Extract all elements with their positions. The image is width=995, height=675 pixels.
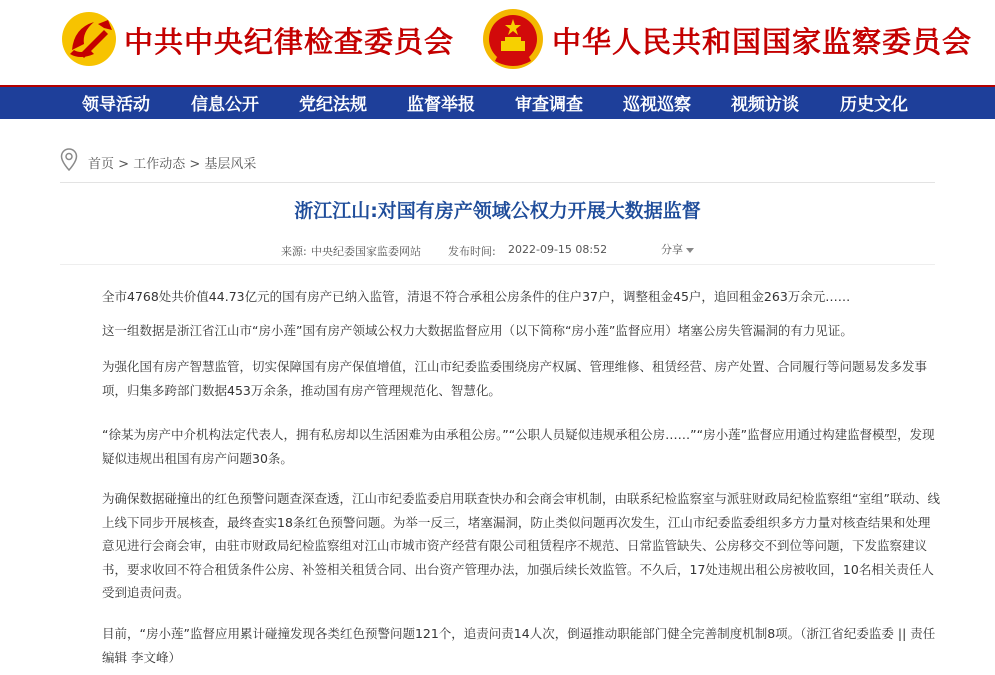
article-paragraph: 为确保数据碰撞出的红色预警问题查深查透，江山市纪委监委启用联查快办和会商会审机制，由联系纪检监察室与派驻财政局纪检监察组“室组”联动、线上线下同步开展核查，最终查实18条红色预警问题。为举一反三，堵塞漏洞，防止类似问题再次发生，江山市纪委监委组织多方力量对核查结果和处理意见进行会商会审，由驻市财政局纪检监察组对江山市城市资产经营有限公司租赁程序不规范、日常监管缺失、公房移交不到位等问题，下发监察建议书，要求收回不符合租赁条件公房、补签相关租赁合同、出台资产管理办法，加强后续长效监管。不久后，17处违规出租公房被收回，10名相关责任人受到追责问责。 <box>102 491 940 600</box>
nav-item-video[interactable]: 视频访谈 <box>731 95 799 115</box>
share-label: 分享 <box>661 243 683 256</box>
nav-item-investigation[interactable]: 审查调查 <box>515 95 583 115</box>
breadcrumb-subsection[interactable]: 基层风采 <box>204 157 257 172</box>
publish-time-label: 发布时间: <box>448 245 496 258</box>
location-pin-icon <box>60 148 78 172</box>
breadcrumb-divider <box>60 182 935 183</box>
site-header <box>0 0 995 85</box>
nav-item-regulations[interactable]: 党纪法规 <box>299 95 367 115</box>
nav-item-report[interactable]: 监督举报 <box>407 95 475 115</box>
breadcrumb-separator: > <box>185 157 205 172</box>
nav-item-inspection[interactable]: 巡视巡察 <box>623 95 691 115</box>
article-paragraph: 全市4768处共价值44.73亿元的国有房产已纳入监管，清退不符合承租公房条件的住户37户，调整租金45户，追回租金263万余元…… <box>102 289 851 304</box>
article-paragraph: 为强化国有房产智慧监管，切实保障国有房产保值增值，江山市纪委监委围绕房产权属、管理维修、租赁经营、房产处置、合同履行等问题易发多发事项，归集多跨部门数据453万余条，推动国有房产管理规范化、智慧化。 <box>102 359 928 398</box>
caret-down-icon <box>686 248 694 253</box>
source-value: 中央纪委国家监委网站 <box>311 245 421 258</box>
national-emblem-icon <box>481 7 545 73</box>
article-paragraph: “徐某为房产中介机构法定代表人，拥有私房却以生活困难为由承租公房。”“公职人员疑似违规承租公房……”“房小莲”监督应用通过构建监督模型，发现疑似违规出租国有房产问题30条。 <box>102 427 935 466</box>
nav-item-info-disclosure[interactable]: 信息公开 <box>191 95 259 115</box>
article-paragraph: 目前，“房小莲”监督应用累计碰撞发现各类红色预警问题121个，追责问责14人次，倒逼推动职能部门健全完善制度机制8项。（浙江省纪委监委 || 责任编辑 李文峰） <box>102 626 936 665</box>
party-emblem-icon <box>60 10 118 68</box>
breadcrumb-section[interactable]: 工作动态 <box>133 157 186 172</box>
breadcrumb-home[interactable]: 首页 <box>88 157 115 172</box>
nsc-title: 中华人民共和国国家监察委员会 <box>552 25 973 59</box>
article-paragraph: 这一组数据是浙江省江山市“房小莲”国有房产领域公权力大数据监督应用（以下简称“房小莲”监督应用）堵塞公房失管漏洞的有力见证。 <box>102 323 853 338</box>
meta-divider <box>60 264 935 265</box>
breadcrumb-separator: > <box>114 157 134 172</box>
cpc-ccdi-title: 中共中央纪律检查委员会 <box>124 25 455 59</box>
nav-item-history[interactable]: 历史文化 <box>840 95 908 115</box>
share-button[interactable] <box>661 241 694 257</box>
publish-time-value: 2022-09-15 08:52 <box>508 243 608 256</box>
nav-item-leadership[interactable]: 领导活动 <box>82 95 150 115</box>
source-label: 来源: <box>281 245 307 258</box>
article-title: 浙江江山:对国有房产领域公权力开展大数据监督 <box>294 200 701 222</box>
main-nav <box>0 85 995 119</box>
